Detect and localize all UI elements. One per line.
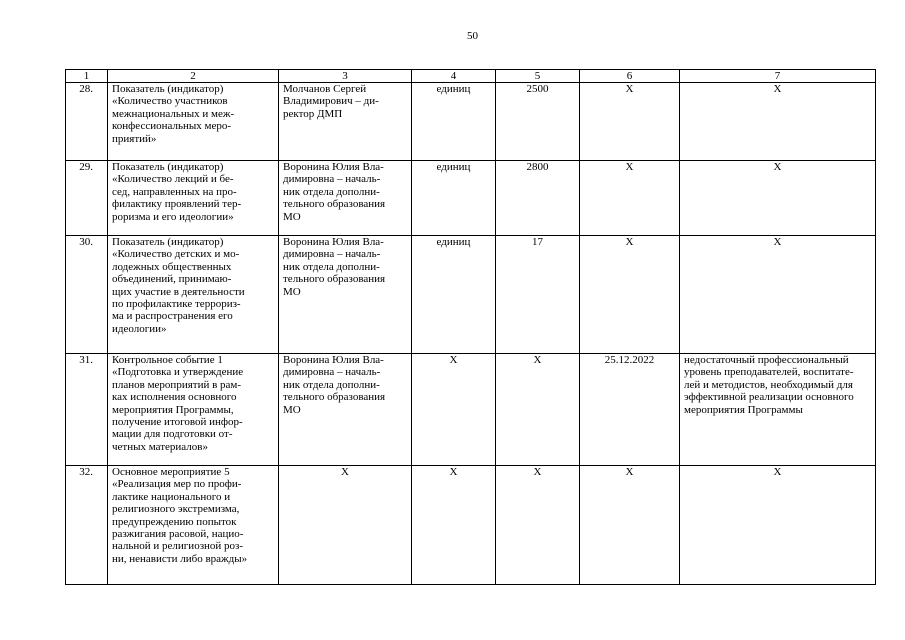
- page-number: 50: [467, 30, 478, 42]
- description-line: Контрольное событие 1: [112, 354, 223, 366]
- description-line: Показатель (индикатор): [112, 161, 224, 173]
- responsible-line: тельного образования: [283, 391, 386, 404]
- table-row: [66, 354, 876, 466]
- note-line: недостаточный профессиональный: [684, 354, 849, 366]
- responsible-line: МО: [283, 403, 301, 416]
- column-header: 1: [66, 70, 108, 83]
- table-row: [66, 466, 876, 585]
- date-cell: Х: [580, 236, 680, 354]
- note-line: Х: [773, 466, 782, 478]
- description-line: Показатель (индикатор): [112, 236, 224, 248]
- responsible-person: [279, 83, 412, 161]
- responsible-line: Молчанов Сергей: [283, 83, 367, 95]
- responsible-person: [279, 354, 412, 466]
- description-line: нальной и религиозной роз-: [112, 540, 244, 553]
- row-number: 28.: [66, 83, 108, 161]
- description-line: объединений, принимаю-: [112, 273, 232, 286]
- responsible-line: Воронина Юлия Вла-: [283, 236, 384, 248]
- column-header: 7: [680, 70, 876, 83]
- description-line: получение итоговой инфор-: [112, 416, 243, 429]
- description-line: роризма и его идеологии»: [112, 210, 234, 223]
- description-line: Основное мероприятие 5: [112, 466, 230, 478]
- item-description: [108, 236, 279, 354]
- description-line: «Подготовка и утверждение: [112, 366, 244, 379]
- table-body: [66, 83, 876, 585]
- report-table: [65, 69, 876, 585]
- description-line: филактику проявлений тер-: [112, 198, 242, 211]
- description-line: приятий»: [112, 132, 157, 145]
- row-number: 29.: [66, 161, 108, 236]
- unit-cell: Х: [412, 354, 496, 466]
- item-description: [108, 466, 279, 585]
- responsible-line: тельного образования: [283, 273, 386, 286]
- note-cell: [680, 236, 876, 354]
- column-header: 5: [496, 70, 580, 83]
- column-header: 3: [279, 70, 412, 83]
- note-line: мероприятия Программы: [684, 403, 803, 416]
- description-line: планов мероприятий в рам-: [112, 378, 242, 391]
- responsible-line: Воронина Юлия Вла-: [283, 354, 384, 366]
- note-line: Х: [773, 83, 782, 95]
- description-line: ках исполнения основного: [112, 391, 237, 404]
- value-cell: Х: [496, 466, 580, 585]
- responsible-line: ник отдела дополни-: [283, 185, 380, 198]
- responsible-line: ректор ДМП: [283, 107, 343, 120]
- description-line: четных материалов»: [112, 440, 208, 453]
- responsible-person: [279, 466, 412, 585]
- unit-cell: единиц: [412, 236, 496, 354]
- unit-cell: Х: [412, 466, 496, 585]
- value-cell: 2500: [496, 83, 580, 161]
- description-line: межнациональных и меж-: [112, 107, 235, 120]
- description-line: по профилактике террориз-: [112, 298, 241, 311]
- date-cell: 25.12.2022: [580, 354, 680, 466]
- responsible-line: димировна – началь-: [283, 248, 381, 261]
- unit-cell: единиц: [412, 161, 496, 236]
- responsible-line: димировна – началь-: [283, 173, 381, 186]
- item-description: [108, 83, 279, 161]
- description-line: мации для подготовки от-: [112, 428, 233, 441]
- description-line: ни, ненависти либо вражды»: [112, 552, 248, 565]
- row-number: 31.: [66, 354, 108, 466]
- date-cell: Х: [580, 161, 680, 236]
- note-line: уровень преподавателей, воспитате-: [684, 366, 854, 379]
- responsible-line: ник отдела дополни-: [283, 378, 380, 391]
- description-line: «Реализация мер по профи-: [112, 478, 242, 491]
- note-cell: [680, 354, 876, 466]
- description-line: щих участие в деятельности: [112, 285, 245, 298]
- note-line: Х: [773, 161, 782, 173]
- table-row: [66, 161, 876, 236]
- value-cell: 17: [496, 236, 580, 354]
- unit-cell: единиц: [412, 83, 496, 161]
- description-line: ма и распространения его: [112, 310, 233, 323]
- column-header: 6: [580, 70, 680, 83]
- note-line: лей и методистов, необходимый для: [684, 378, 853, 391]
- item-description: [108, 161, 279, 236]
- note-cell: [680, 161, 876, 236]
- value-cell: 2800: [496, 161, 580, 236]
- responsible-line: МО: [283, 285, 301, 298]
- description-line: сед, направленных на про-: [112, 185, 237, 198]
- responsible-line: Х: [341, 466, 349, 478]
- description-line: «Количество лекций и бе-: [112, 173, 234, 186]
- description-line: «Количество детских и мо-: [112, 248, 240, 261]
- responsible-line: димировна – началь-: [283, 366, 381, 379]
- responsible-person: [279, 161, 412, 236]
- row-number: 32.: [66, 466, 108, 585]
- responsible-line: Воронина Юлия Вла-: [283, 161, 384, 173]
- note-cell: [680, 83, 876, 161]
- description-line: конфессиональных меро-: [112, 120, 232, 133]
- description-line: мероприятия Программы,: [112, 403, 234, 416]
- table-row: [66, 236, 876, 354]
- responsible-person: [279, 236, 412, 354]
- column-header: 2: [108, 70, 279, 83]
- description-line: разжигания расовой, нацио-: [112, 528, 244, 541]
- table-row: [66, 83, 876, 161]
- description-line: Показатель (индикатор): [112, 83, 224, 95]
- header-row: [66, 70, 876, 83]
- responsible-line: МО: [283, 210, 301, 223]
- responsible-line: Владимирович – ди-: [283, 95, 379, 108]
- note-line: эффективной реализации основного: [684, 391, 854, 404]
- description-line: лактике национального и: [112, 490, 231, 503]
- description-line: предупреждению попыток: [112, 515, 237, 528]
- column-header: 4: [412, 70, 496, 83]
- value-cell: Х: [496, 354, 580, 466]
- description-line: идеологии»: [112, 322, 167, 335]
- row-number: 30.: [66, 236, 108, 354]
- note-line: Х: [773, 236, 782, 248]
- responsible-line: ник отдела дополни-: [283, 260, 380, 273]
- description-line: лодежных общественных: [112, 260, 232, 273]
- description-line: «Количество участников: [112, 95, 228, 108]
- date-cell: Х: [580, 83, 680, 161]
- date-cell: Х: [580, 466, 680, 585]
- note-cell: [680, 466, 876, 585]
- description-line: религиозного экстремизма,: [112, 503, 240, 516]
- responsible-line: тельного образования: [283, 198, 386, 211]
- item-description: [108, 354, 279, 466]
